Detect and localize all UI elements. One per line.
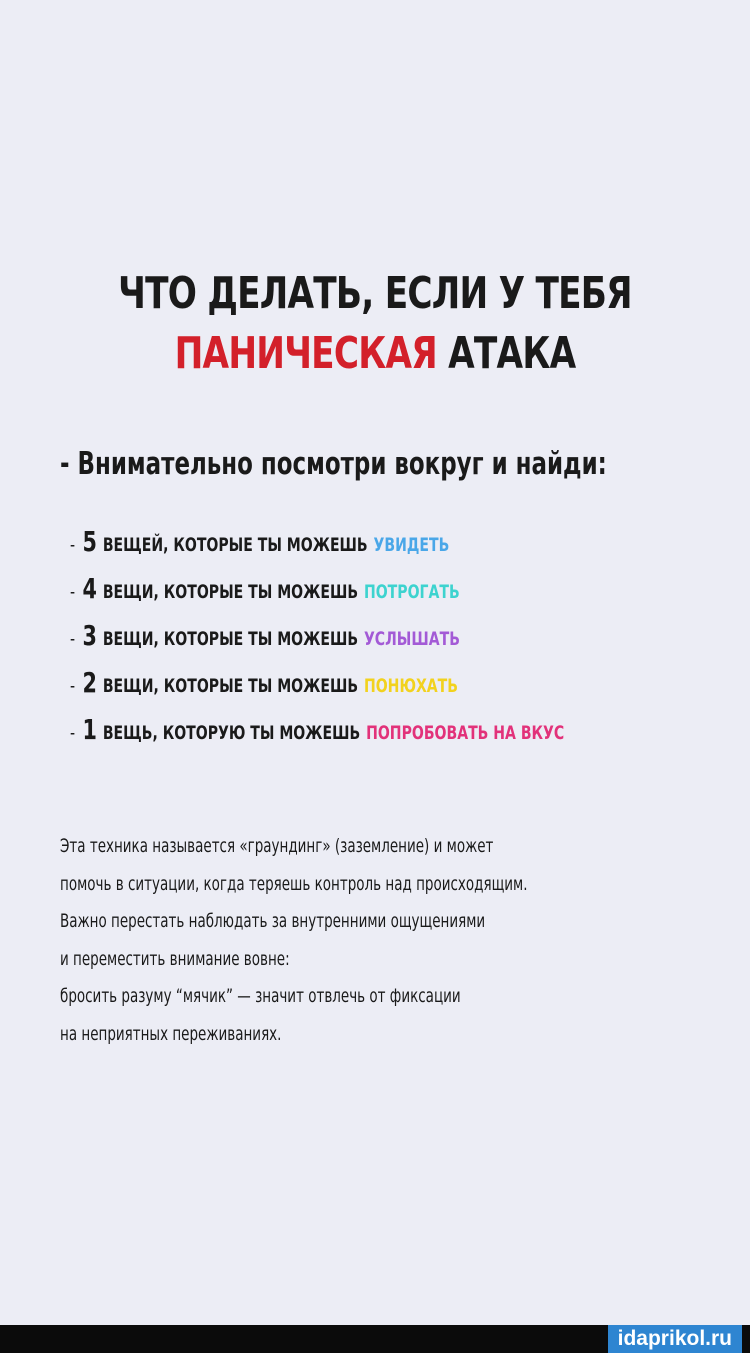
item-verb: УСЛЫШАТЬ xyxy=(363,628,460,650)
item-number: 3 xyxy=(82,619,97,652)
title-highlight: ПАНИЧЕСКАЯ xyxy=(174,328,437,379)
list-item xyxy=(70,713,564,760)
list-item xyxy=(70,619,564,666)
item-verb: ПОНЮХАТЬ xyxy=(363,675,458,697)
item-dash: - xyxy=(70,628,76,650)
title-line-1: ЧТО ДЕЛАТЬ, ЕСЛИ У ТЕБЯ xyxy=(118,268,632,319)
explanation-paragraph xyxy=(60,828,699,1053)
title-rest: АТАКА xyxy=(448,328,576,379)
paragraph-line: Важно перестать наблюдать за внутренними ощущениями xyxy=(60,910,486,932)
item-number: 2 xyxy=(82,666,97,699)
item-dash: - xyxy=(70,722,76,744)
item-verb: ПОТРОГАТЬ xyxy=(363,581,460,603)
list-item xyxy=(70,572,564,619)
intro-instruction: - Внимательно посмотри вокруг и найди: xyxy=(60,446,607,482)
paragraph-line: бросить разуму “мячик” — значит отвлечь от фиксации xyxy=(60,985,461,1007)
list-item xyxy=(70,666,564,713)
item-verb: ПОПРОБОВАТЬ НА ВКУС xyxy=(366,722,565,744)
list-item xyxy=(70,525,564,572)
title-line-2 xyxy=(83,328,668,379)
item-verb: УВИДЕТЬ xyxy=(373,534,450,556)
item-number: 1 xyxy=(82,713,97,746)
item-text: ВЕЩЬ, КОТОРУЮ ТЫ МОЖЕШЬ xyxy=(102,722,361,744)
item-number: 4 xyxy=(82,572,97,605)
item-text: ВЕЩЕЙ, КОТОРЫЕ ТЫ МОЖЕШЬ xyxy=(102,534,368,556)
paragraph-line: помочь в ситуации, когда теряешь контроль над происходящим. xyxy=(60,872,528,895)
item-number: 5 xyxy=(82,525,97,558)
item-dash: - xyxy=(70,675,76,697)
site-watermark[interactable]: idaprikol.ru xyxy=(608,1325,742,1353)
item-text: ВЕЩИ, КОТОРЫЕ ТЫ МОЖЕШЬ xyxy=(102,581,359,603)
senses-list xyxy=(70,525,738,760)
item-text: ВЕЩИ, КОТОРЫЕ ТЫ МОЖЕШЬ xyxy=(102,628,359,650)
item-text: ВЕЩИ, КОТОРЫЕ ТЫ МОЖЕШЬ xyxy=(102,675,359,697)
item-dash: - xyxy=(70,534,76,556)
paragraph-line: на неприятных переживаниях. xyxy=(60,1022,282,1045)
item-dash: - xyxy=(70,581,76,603)
paragraph-line: и переместить внимание вовне: xyxy=(60,947,290,970)
paragraph-line: Эта техника называется «граундинг» (заземление) и может xyxy=(60,835,494,857)
